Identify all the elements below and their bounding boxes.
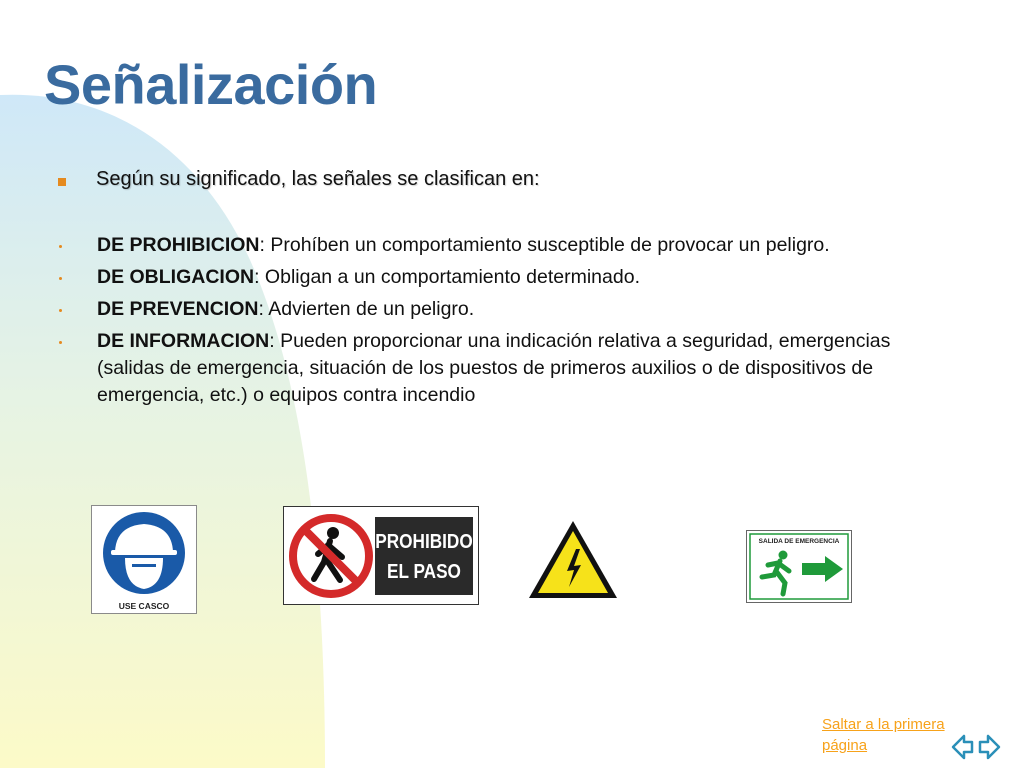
item-label: DE PROHIBICION [97,234,260,256]
square-bullet-icon [58,178,66,186]
list-item-informacion [58,328,898,409]
dot-bullet-icon [59,309,62,312]
item-text: : Prohíben un comportamiento susceptible de provocar un peligro. [259,234,830,256]
classification-list [58,232,898,414]
sign-label: SALIDA DE EMERGENCIA [758,538,840,545]
list-item-obligacion [58,264,898,291]
item-text: : Pueden proporcionar una indicación relativa a seguridad, emergencias (salidas de emergencia, situación de los puestos de primeros auxilios o de dispositivos de emergencia, etc.) o equipos contra incendio [97,330,891,406]
item-text: : Obligan a un comportamiento determinado. [254,266,640,288]
electrical-hazard-sign [527,519,619,601]
salida-emergencia-sign [746,530,852,603]
no-pedestrian-icon [284,507,478,604]
list-item-prevencion [58,296,898,323]
item-text: : Advierten de un peligro. [258,298,475,320]
emergency-exit-icon [747,531,851,602]
hard-hat-icon [92,506,196,613]
dot-bullet-icon [59,245,62,248]
jump-first-page-link[interactable]: Saltar a la primera página [822,716,945,754]
list-item-prohibicion [58,232,898,259]
lightning-warning-icon [527,519,619,601]
dot-bullet-icon [59,277,62,280]
double-arrow-icon [950,732,1002,762]
item-label: DE INFORMACION [97,330,270,352]
prohibido-el-paso-sign [283,506,479,605]
sign-label: USE CASCO [118,601,170,611]
item-label: DE PREVENCION [97,298,259,320]
sign-line-1: PROHIBIDO [375,529,473,553]
dot-bullet-icon [59,341,62,344]
slide-title: Señalización [44,53,378,116]
use-casco-sign [91,505,197,614]
item-label: DE OBLIGACION [97,266,255,288]
intro-text: Según su significado, las señales se clasifican en: [96,168,540,190]
sign-line-2: EL PASO [387,559,461,583]
navigation-arrows[interactable] [950,732,1002,762]
